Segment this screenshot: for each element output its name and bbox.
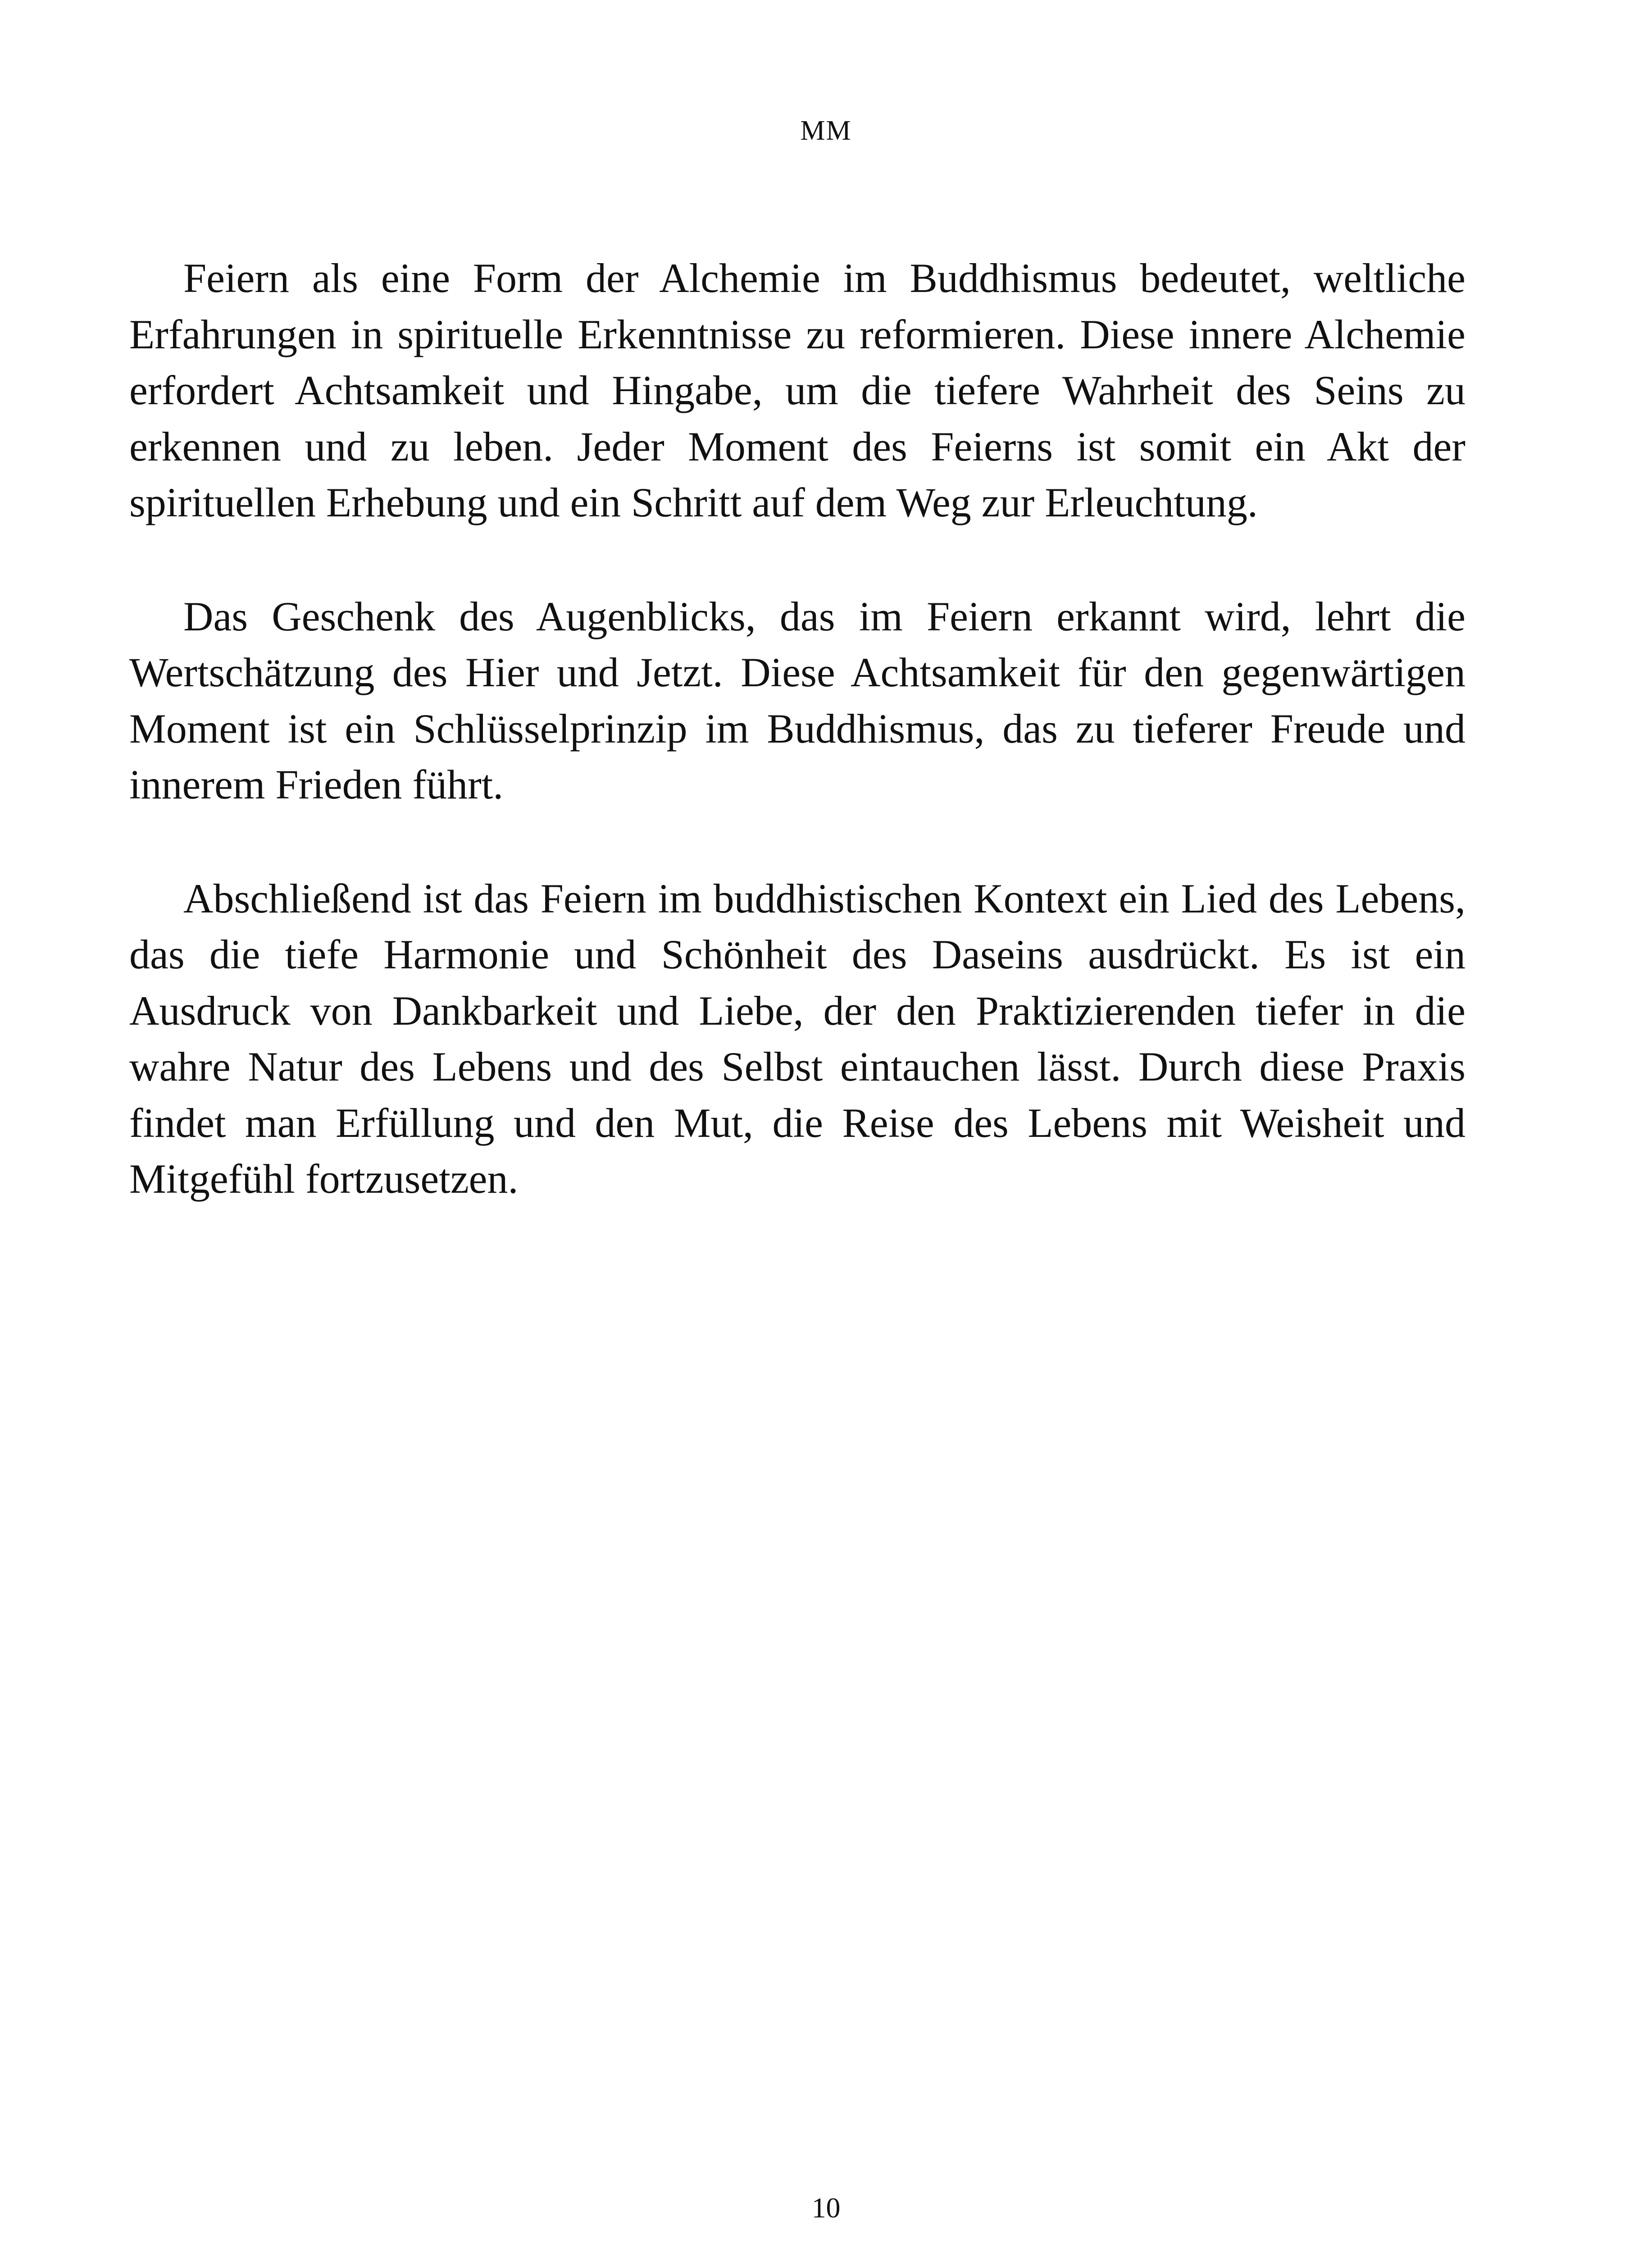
running-header: MM <box>800 115 852 146</box>
page-number: 10 <box>811 2192 841 2224</box>
paragraph-2: Das Geschenk des Augenblicks, das im Feiern erkannt wird, lehrt die Wertschätzung des Hier und Jetzt. Diese Achtsamkeit für den gegenwärtigen Moment ist ein Schlüsselprinzip im Buddhismus, das zu tieferer Freude und innerem Frieden führt. <box>129 593 1465 807</box>
paragraph-3: Abschließend ist das Feiern im buddhistischen Kontext ein Lied des Lebens, das die tiefe Harmonie und Schönheit des Daseins ausdrückt. Es ist ein Ausdruck von Dankbarkeit und Liebe, der den Praktizierenden tiefer in die wahre Natur des Lebens und des Selbst eintauchen lässt. Durch diese Praxis findet man Erfüllung und den Mut, die Reise des Lebens mit Weisheit und Mitgefühl fortzusetzen. <box>129 875 1465 1202</box>
paragraph-1: Feiern als eine Form der Alchemie im Buddhismus bedeutet, weltliche Erfahrungen in spirituelle Erkenntnisse zu reformieren. Diese innere Alchemie erfordert Achtsamkeit und Hingabe, um die tiefere Wahrheit des Seins zu erkennen und zu leben. Jeder Moment des Feierns ist somit ein Akt der spirituellen Erhebung und ein Schritt auf dem Weg zur Erleuchtung. <box>129 255 1465 525</box>
body-text <box>129 250 1465 1207</box>
